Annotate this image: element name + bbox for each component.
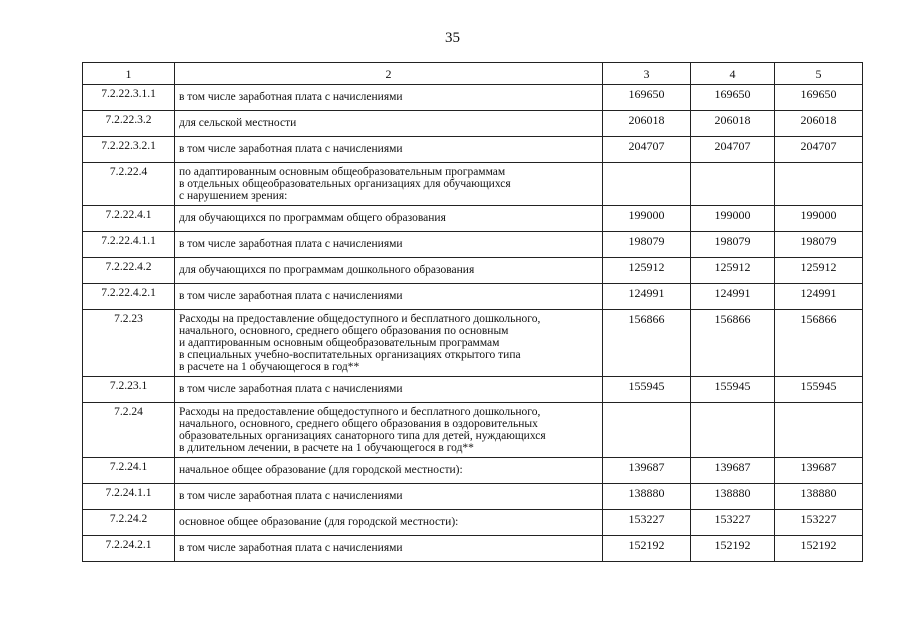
row-code: 7.2.22.4 xyxy=(83,163,175,206)
row-value-col4: 204707 xyxy=(691,137,775,163)
table-row xyxy=(83,403,863,458)
row-description: по адаптированным основным общеобразовательным программам в отдельных общеобразовательных организациях для обучающихся с нарушением зрения: xyxy=(175,163,603,206)
row-value-col3: 204707 xyxy=(603,137,691,163)
row-code: 7.2.22.4.1.1 xyxy=(83,232,175,258)
row-value-col4 xyxy=(691,163,775,206)
row-value-col3 xyxy=(603,403,691,458)
budget-table xyxy=(82,62,863,562)
row-value-col3 xyxy=(603,163,691,206)
row-description: для сельской местности xyxy=(175,111,603,137)
row-description: для обучающихся по программам дошкольного образования xyxy=(175,258,603,284)
row-value-col5: 198079 xyxy=(775,232,863,258)
table-row xyxy=(83,206,863,232)
row-code: 7.2.22.3.2 xyxy=(83,111,175,137)
row-value-col4: 156866 xyxy=(691,310,775,377)
row-value-col3: 152192 xyxy=(603,536,691,562)
table-row xyxy=(83,458,863,484)
row-description: основное общее образование (для городской местности): xyxy=(175,510,603,536)
row-value-col5: 206018 xyxy=(775,111,863,137)
row-code: 7.2.24.2 xyxy=(83,510,175,536)
row-value-col4: 124991 xyxy=(691,284,775,310)
table-row xyxy=(83,137,863,163)
row-value-col4 xyxy=(691,403,775,458)
table-row xyxy=(83,484,863,510)
row-description: в том числе заработная плата с начислениями xyxy=(175,284,603,310)
row-code: 7.2.22.3.1.1 xyxy=(83,85,175,111)
column-header-4: 4 xyxy=(691,63,775,85)
row-code: 7.2.23 xyxy=(83,310,175,377)
table-row xyxy=(83,510,863,536)
row-value-col3: 199000 xyxy=(603,206,691,232)
row-value-col5: 155945 xyxy=(775,377,863,403)
row-code: 7.2.23.1 xyxy=(83,377,175,403)
row-value-col3: 153227 xyxy=(603,510,691,536)
page-number: 35 xyxy=(445,30,460,46)
row-value-col3: 198079 xyxy=(603,232,691,258)
table-row xyxy=(83,85,863,111)
row-value-col4: 199000 xyxy=(691,206,775,232)
row-value-col5: 124991 xyxy=(775,284,863,310)
table-header-row xyxy=(83,63,863,85)
table-row xyxy=(83,111,863,137)
row-description: для обучающихся по программам общего образования xyxy=(175,206,603,232)
row-value-col5: 204707 xyxy=(775,137,863,163)
row-description: в том числе заработная плата с начислениями xyxy=(175,85,603,111)
row-value-col5: 138880 xyxy=(775,484,863,510)
column-header-3: 3 xyxy=(603,63,691,85)
row-value-col5: 139687 xyxy=(775,458,863,484)
table-row xyxy=(83,258,863,284)
row-description: в том числе заработная плата с начислениями xyxy=(175,232,603,258)
column-header-1: 1 xyxy=(83,63,175,85)
row-description: Расходы на предоставление общедоступного и бесплатного дошкольного, начального, основного, среднего общего образования по основным и адаптированным основным общеобразовательным программам в специальных учебно-воспитательных организациях открытого типа в расчете на 1 обучающегося в год** xyxy=(175,310,603,377)
row-description: Расходы на предоставление общедоступного и бесплатного дошкольного, начального, основного, среднего общего образования в оздоровительных образовательных организациях санаторного типа для детей, нуждающихся в длительном лечении, в расчете на 1 обучающегося в год** xyxy=(175,403,603,458)
row-value-col5: 125912 xyxy=(775,258,863,284)
row-value-col5: 153227 xyxy=(775,510,863,536)
row-code: 7.2.22.4.2 xyxy=(83,258,175,284)
row-value-col4: 155945 xyxy=(691,377,775,403)
column-header-5: 5 xyxy=(775,63,863,85)
row-description: в том числе заработная плата с начислениями xyxy=(175,137,603,163)
row-value-col4: 138880 xyxy=(691,484,775,510)
row-value-col3: 206018 xyxy=(603,111,691,137)
row-value-col3: 155945 xyxy=(603,377,691,403)
row-value-col3: 138880 xyxy=(603,484,691,510)
row-description: в том числе заработная плата с начислениями xyxy=(175,484,603,510)
table-row xyxy=(83,536,863,562)
row-code: 7.2.22.4.1 xyxy=(83,206,175,232)
row-value-col3: 125912 xyxy=(603,258,691,284)
row-value-col5: 152192 xyxy=(775,536,863,562)
table-row xyxy=(83,284,863,310)
row-value-col4: 139687 xyxy=(691,458,775,484)
row-value-col3: 169650 xyxy=(603,85,691,111)
column-header-2: 2 xyxy=(175,63,603,85)
row-value-col4: 153227 xyxy=(691,510,775,536)
row-value-col5 xyxy=(775,163,863,206)
table-body xyxy=(83,85,863,562)
row-value-col4: 206018 xyxy=(691,111,775,137)
row-code: 7.2.24.2.1 xyxy=(83,536,175,562)
row-code: 7.2.22.3.2.1 xyxy=(83,137,175,163)
row-value-col3: 156866 xyxy=(603,310,691,377)
row-description: в том числе заработная плата с начислениями xyxy=(175,377,603,403)
row-value-col5: 199000 xyxy=(775,206,863,232)
row-value-col4: 169650 xyxy=(691,85,775,111)
row-description: в том числе заработная плата с начислениями xyxy=(175,536,603,562)
table-row xyxy=(83,310,863,377)
row-value-col5 xyxy=(775,403,863,458)
table-row xyxy=(83,232,863,258)
table-row xyxy=(83,377,863,403)
row-code: 7.2.24.1 xyxy=(83,458,175,484)
row-value-col4: 125912 xyxy=(691,258,775,284)
row-value-col3: 124991 xyxy=(603,284,691,310)
row-value-col5: 169650 xyxy=(775,85,863,111)
row-value-col4: 152192 xyxy=(691,536,775,562)
row-code: 7.2.24.1.1 xyxy=(83,484,175,510)
row-value-col3: 139687 xyxy=(603,458,691,484)
row-description: начальное общее образование (для городской местности): xyxy=(175,458,603,484)
row-code: 7.2.22.4.2.1 xyxy=(83,284,175,310)
row-value-col5: 156866 xyxy=(775,310,863,377)
row-code: 7.2.24 xyxy=(83,403,175,458)
table-row xyxy=(83,163,863,206)
row-value-col4: 198079 xyxy=(691,232,775,258)
